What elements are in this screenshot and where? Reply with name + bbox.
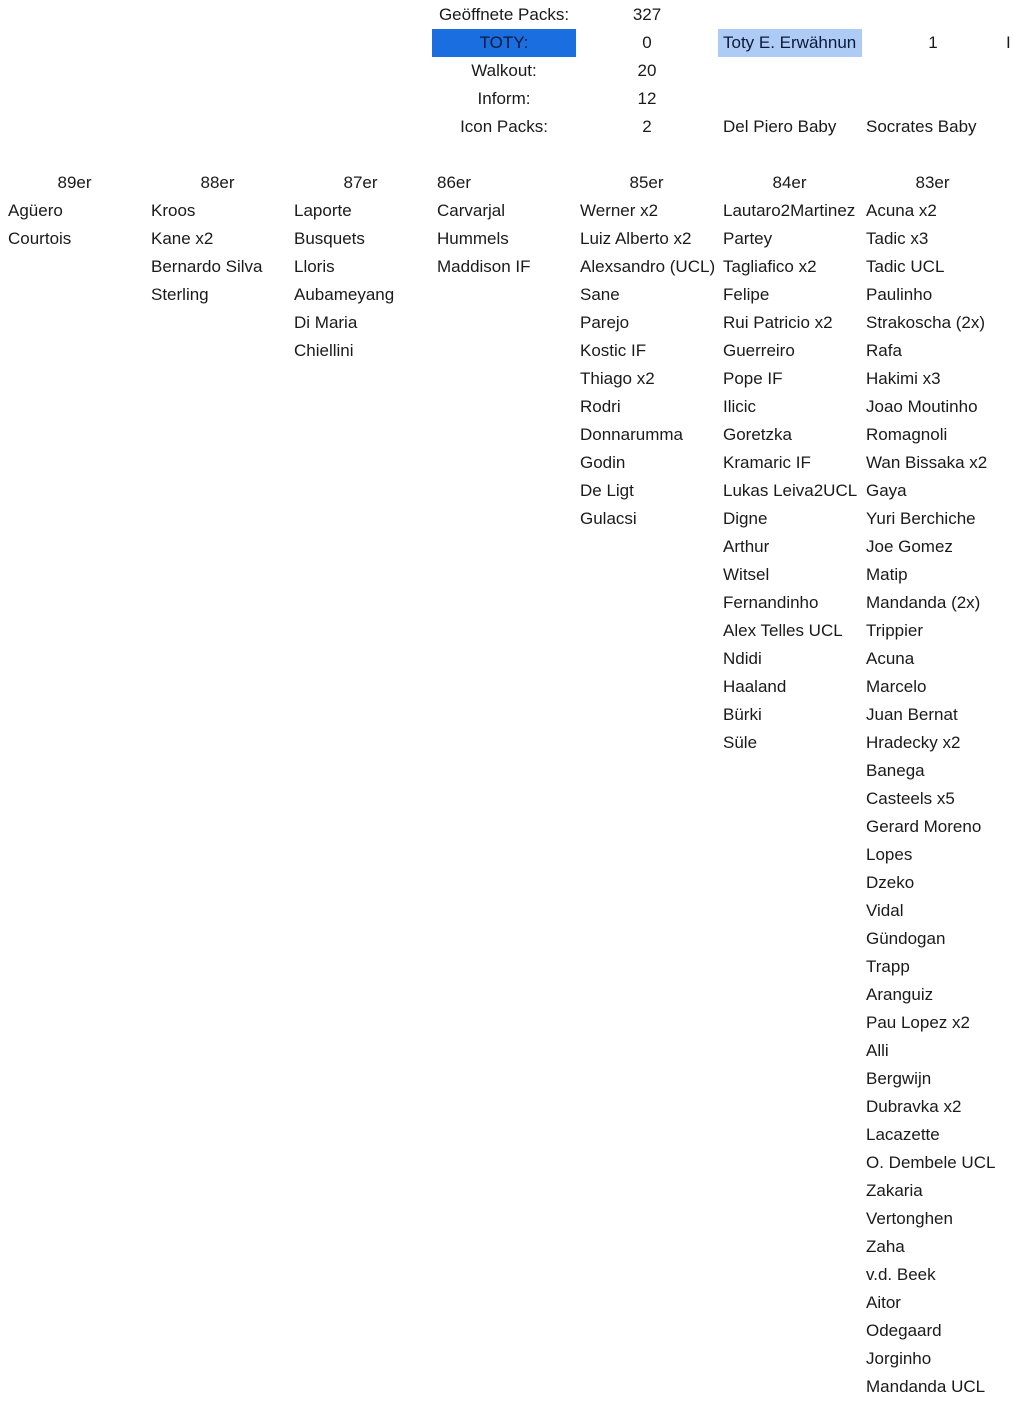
toty-honor-value[interactable]: 1 — [928, 33, 938, 52]
player-cell[interactable]: Bürki — [723, 705, 762, 724]
player-cell[interactable]: Trippier — [866, 621, 923, 640]
player-cell[interactable]: Bergwijn — [866, 1069, 932, 1088]
player-cell[interactable]: Maddison IF — [437, 257, 531, 276]
player-cell[interactable]: Süle — [723, 733, 758, 752]
player-cell[interactable]: Alli — [866, 1041, 889, 1060]
player-cell[interactable]: Godin — [580, 453, 626, 472]
icon-pick-1[interactable]: Del Piero Baby — [723, 117, 837, 136]
player-cell[interactable]: Dzeko — [866, 873, 915, 892]
player-cell[interactable]: Gaya — [866, 481, 907, 500]
player-cell[interactable]: Guerreiro — [723, 341, 795, 360]
player-cell[interactable]: Witsel — [723, 565, 770, 584]
column-header-4[interactable]: 85er — [629, 173, 664, 192]
player-cell[interactable]: Haaland — [723, 677, 787, 696]
player-cell[interactable]: Mandanda (2x) — [866, 593, 981, 612]
player-cell[interactable]: Zakaria — [866, 1181, 923, 1200]
player-cell[interactable]: Kostic IF — [580, 341, 647, 360]
player-cell[interactable]: Goretzka — [723, 425, 792, 444]
walkout-label[interactable]: Walkout: — [471, 61, 537, 80]
player-cell[interactable]: Paulinho — [866, 285, 933, 304]
column-header-6[interactable]: 83er — [915, 173, 950, 192]
player-cell[interactable]: Yuri Berchiche — [866, 509, 976, 528]
column-header-3[interactable]: 86er — [437, 173, 472, 192]
player-cell[interactable]: Rafa — [866, 341, 902, 360]
player-cell[interactable]: Acuna — [866, 649, 915, 668]
player-cell[interactable]: Alexsandro (UCL) — [580, 257, 716, 276]
toty-value[interactable]: 0 — [642, 33, 652, 52]
player-cell[interactable]: Wan Bissaka x2 — [866, 453, 988, 472]
player-cell[interactable]: Hradecky x2 — [866, 733, 961, 752]
player-cell[interactable]: O. Dembele UCL — [866, 1153, 996, 1172]
player-cell[interactable]: Felipe — [723, 285, 770, 304]
player-cell[interactable]: v.d. Beek — [866, 1265, 936, 1284]
player-cell[interactable]: Dubravka x2 — [866, 1097, 962, 1116]
opened-packs-label[interactable]: Geöffnete Packs: — [438, 5, 570, 24]
player-cell[interactable]: Matip — [866, 565, 908, 584]
player-cell[interactable]: Vertonghen — [866, 1209, 953, 1228]
player-cell[interactable]: Tagliafico x2 — [723, 257, 817, 276]
player-cell[interactable]: Strakoscha (2x) — [866, 313, 986, 332]
player-cell[interactable]: Acuna x2 — [866, 201, 937, 220]
player-cell[interactable]: Courtois — [8, 229, 72, 248]
player-cell[interactable]: Banega — [866, 761, 925, 780]
player-cell[interactable]: Gulacsi — [580, 509, 637, 528]
player-cell[interactable]: De Ligt — [580, 481, 634, 500]
player-cell[interactable]: Bernardo Silva — [151, 257, 263, 276]
player-cell[interactable]: Parejo — [580, 313, 630, 332]
player-cell[interactable]: Joe Gomez — [866, 537, 953, 556]
player-cell[interactable]: Trapp — [866, 957, 910, 976]
player-cell[interactable]: Laporte — [294, 201, 352, 220]
player-cell[interactable]: Sterling — [151, 285, 209, 304]
player-cell[interactable]: Tadic x3 — [866, 229, 929, 248]
player-cell[interactable]: Alex Telles UCL — [723, 621, 843, 640]
player-cell[interactable]: Agüero — [8, 201, 63, 220]
player-cell[interactable]: Rui Patricio x2 — [723, 313, 833, 332]
column-header-0[interactable]: 89er — [57, 173, 92, 192]
icon-pick-2[interactable]: Socrates Baby — [866, 117, 977, 136]
player-cell[interactable]: Gündogan — [866, 929, 946, 948]
icon-packs-value[interactable]: 2 — [642, 117, 652, 136]
toty-edge-cell[interactable]: I — [1006, 33, 1011, 52]
player-cell[interactable]: Pope IF — [723, 369, 783, 388]
inform-value[interactable]: 12 — [637, 89, 657, 108]
player-cell[interactable]: Thiago x2 — [580, 369, 655, 388]
player-cell[interactable]: Lukas Leiva2UCL — [723, 481, 858, 500]
player-cell[interactable]: Digne — [723, 509, 768, 528]
player-cell[interactable]: Rodri — [580, 397, 621, 416]
player-cell[interactable]: Lopes — [866, 845, 913, 864]
icon-packs-label[interactable]: Icon Packs: — [460, 117, 548, 136]
opened-packs-value[interactable]: 327 — [632, 5, 662, 24]
player-cell[interactable]: Di Maria — [294, 313, 358, 332]
player-cell[interactable]: Aubameyang — [294, 285, 395, 304]
player-cell[interactable]: Zaha — [866, 1237, 905, 1256]
player-cell[interactable]: Kane x2 — [151, 229, 214, 248]
player-cell[interactable]: Mandanda UCL — [866, 1377, 986, 1396]
player-cell[interactable]: Pau Lopez x2 — [866, 1013, 970, 1032]
player-cell[interactable]: Odegaard — [866, 1321, 942, 1340]
player-cell[interactable]: Kramaric IF — [723, 453, 811, 472]
column-header-2[interactable]: 87er — [343, 173, 378, 192]
player-cell[interactable]: Vidal — [866, 901, 904, 920]
player-cell[interactable]: Hakimi x3 — [866, 369, 941, 388]
player-cell[interactable]: Lloris — [294, 257, 335, 276]
player-cell[interactable]: Partey — [723, 229, 773, 248]
inform-label[interactable]: Inform: — [477, 89, 531, 108]
player-cell[interactable]: Busquets — [294, 229, 365, 248]
player-cell[interactable]: Jorginho — [866, 1349, 932, 1368]
column-header-1[interactable]: 88er — [200, 173, 235, 192]
player-cell[interactable]: Juan Bernat — [866, 705, 958, 724]
player-cell[interactable]: Fernandinho — [723, 593, 819, 612]
player-cell[interactable]: Aitor — [866, 1293, 901, 1312]
player-cell[interactable]: Joao Moutinho — [866, 397, 978, 416]
player-cell[interactable]: Aranguiz — [866, 985, 934, 1004]
walkout-value[interactable]: 20 — [637, 61, 657, 80]
player-cell[interactable]: Kroos — [151, 201, 196, 220]
player-cell[interactable]: Carvarjal — [437, 201, 506, 220]
player-cell[interactable]: Lautaro2Martinez — [723, 201, 856, 220]
player-cell[interactable]: Chiellini — [294, 341, 354, 360]
player-cell[interactable]: Donnarumma — [580, 425, 683, 444]
player-cell[interactable]: Casteels x5 — [866, 789, 955, 808]
player-cell[interactable]: Werner x2 — [580, 201, 659, 220]
toty-label-cell[interactable]: TOTY: — [432, 29, 576, 57]
player-cell[interactable]: Ilicic — [723, 397, 757, 416]
player-cell[interactable]: Tadic UCL — [866, 257, 945, 276]
player-cell[interactable]: Marcelo — [866, 677, 927, 696]
player-cell[interactable]: Hummels — [437, 229, 509, 248]
player-cell[interactable]: Luiz Alberto x2 — [580, 229, 692, 248]
column-header-5[interactable]: 84er — [772, 173, 807, 192]
player-cell[interactable]: Gerard Moreno — [866, 817, 982, 836]
player-cell[interactable]: Arthur — [723, 537, 770, 556]
player-cell[interactable]: Sane — [580, 285, 620, 304]
player-cell[interactable]: Romagnoli — [866, 425, 948, 444]
player-cell[interactable]: Lacazette — [866, 1125, 940, 1144]
player-cell[interactable]: Ndidi — [723, 649, 762, 668]
toty-honor-label-cell[interactable]: Toty E. Erwähnun — [718, 29, 862, 57]
